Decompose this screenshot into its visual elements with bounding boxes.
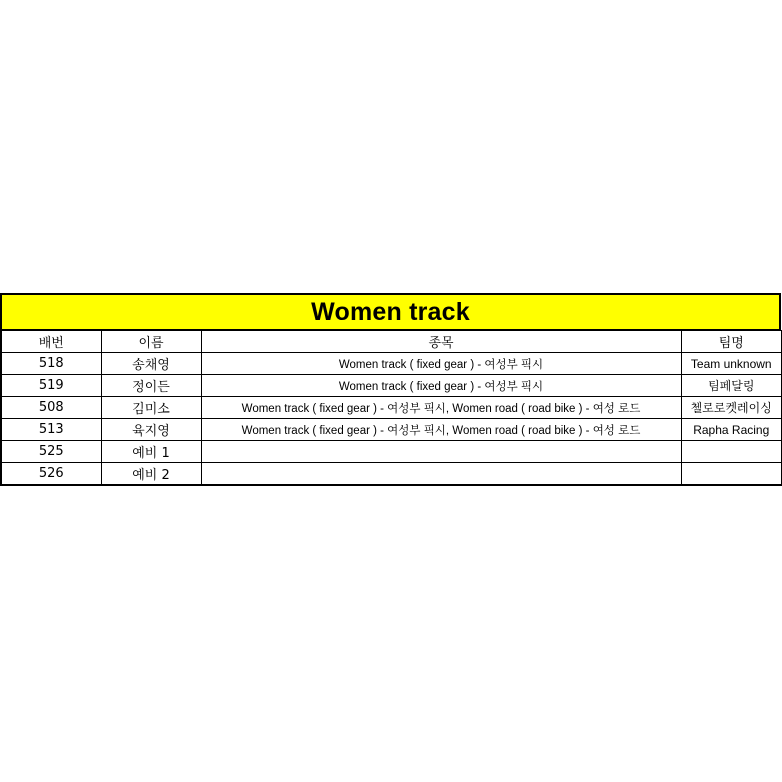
event-cell: Women track ( fixed gear ) - 여성부 픽시 (201, 375, 681, 397)
bib-cell: 513 (1, 419, 101, 441)
team-cell: 팀페달링 (681, 375, 782, 397)
team-cell (681, 463, 782, 486)
sheet-title: Women track (0, 293, 781, 330)
name-cell: 정이든 (101, 375, 201, 397)
team-cell: 첼로로켓레이싱 (681, 397, 782, 419)
table-row (1, 441, 782, 463)
name-cell: 송채영 (101, 353, 201, 375)
roster-table (0, 330, 782, 486)
table-row (1, 375, 782, 397)
header-event: 종목 (201, 331, 681, 353)
team-cell: Rapha Racing (681, 419, 782, 441)
header-name: 이름 (101, 331, 201, 353)
table-row (1, 353, 782, 375)
event-cell: Women track ( fixed gear ) - 여성부 픽시, Women road ( road bike ) - 여성 로드 (201, 419, 681, 441)
team-cell (681, 441, 782, 463)
event-cell (201, 463, 681, 486)
table-row (1, 419, 782, 441)
bib-cell: 508 (1, 397, 101, 419)
bib-cell: 518 (1, 353, 101, 375)
table-row (1, 397, 782, 419)
event-cell (201, 441, 681, 463)
bib-cell: 525 (1, 441, 101, 463)
event-cell: Women track ( fixed gear ) - 여성부 픽시 (201, 353, 681, 375)
header-row (1, 331, 782, 353)
team-cell: Team unknown (681, 353, 782, 375)
bib-cell: 519 (1, 375, 101, 397)
header-bib: 배번 (1, 331, 101, 353)
event-cell: Women track ( fixed gear ) - 여성부 픽시, Women road ( road bike ) - 여성 로드 (201, 397, 681, 419)
name-cell: 예비 2 (101, 463, 201, 486)
roster-sheet (0, 293, 781, 486)
name-cell: 육지영 (101, 419, 201, 441)
bib-cell: 526 (1, 463, 101, 486)
name-cell: 예비 1 (101, 441, 201, 463)
table-row (1, 463, 782, 486)
name-cell: 김미소 (101, 397, 201, 419)
header-team: 팀명 (681, 331, 782, 353)
